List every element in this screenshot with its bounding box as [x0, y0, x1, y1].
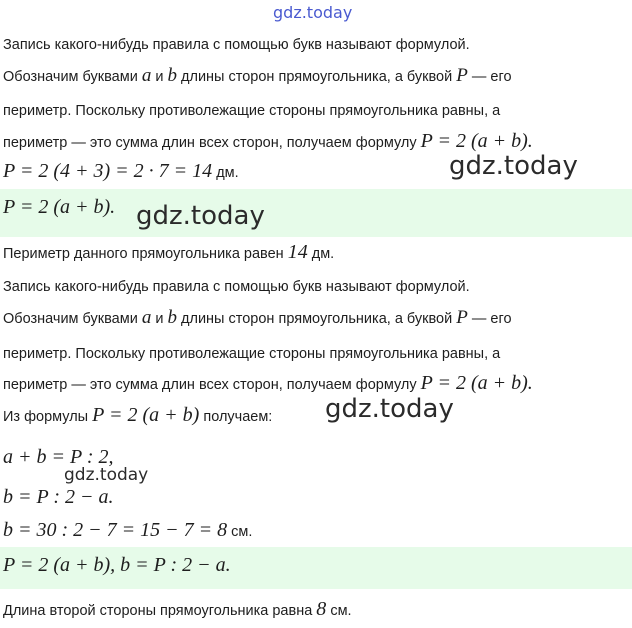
notation-text-c: — его: [471, 69, 512, 85]
watermark-4: gdz.today: [64, 465, 149, 485]
answer-formula-2: P = 2 (a + b), b = P : 2 − a.: [3, 554, 231, 576]
formula-line-2: [3, 374, 533, 394]
calculation-formula: P = 2 (4 + 3) = 2 · 7 = 14: [3, 160, 213, 182]
watermark-1: gdz.today: [449, 151, 578, 181]
var-p: P: [456, 65, 468, 86]
notation-line: [3, 67, 512, 86]
answer-unit-2: см.: [330, 603, 352, 619]
formula-intro-2: периметр — это сумма длин всех сторон, получаем формулу: [3, 377, 417, 393]
var-b: b: [167, 65, 177, 86]
watermark-3: gdz.today: [325, 394, 454, 424]
calculation-unit: дм.: [216, 165, 239, 181]
notation-and: и: [155, 69, 164, 85]
equation-b-unit: см.: [231, 524, 253, 540]
from-formula-line: [3, 406, 272, 426]
notation-text-b: длины сторон прямоугольника, а буквой: [181, 69, 453, 85]
perimeter-formula: P = 2 (a + b).: [420, 130, 533, 152]
notation-line-2: [3, 309, 512, 328]
notation-text-a-2: Обозначим буквами: [3, 311, 138, 327]
var-a: a: [141, 65, 152, 86]
var-a-2: a: [141, 307, 152, 328]
formula-line: [3, 132, 533, 152]
answer-line-1: [3, 243, 334, 263]
notation-text-c-2: — его: [471, 311, 512, 327]
answer-unit-1: дм.: [311, 246, 335, 262]
formula-intro: периметр — это сумма длин всех сторон, получаем формулу: [3, 135, 417, 151]
notation-text-a: Обозначим буквами: [3, 69, 138, 85]
answer-text-2: Длина второй стороны прямоугольника равна: [3, 603, 313, 619]
answer-line-2: [3, 600, 352, 620]
perimeter-text: периметр. Поскольку противолежащие стороны прямоугольника равны, а: [3, 103, 501, 119]
equation-b: b = P : 2 − a.: [3, 486, 114, 508]
from-formula-text-a: Из формулы: [3, 409, 89, 425]
var-p-2: P: [456, 307, 468, 328]
watermark-2: gdz.today: [136, 201, 265, 231]
from-formula-text-b: получаем:: [203, 409, 273, 425]
calculation-line: [3, 162, 239, 182]
answer-value-2: 8: [316, 598, 327, 620]
equation-b-calc-line: [3, 521, 252, 541]
watermark-top: gdz.today: [273, 3, 353, 22]
perimeter-text-2: периметр. Поскольку противолежащие стороны прямоугольника равны, а: [3, 346, 501, 362]
var-b-2: b: [167, 307, 177, 328]
answer-text-1: Периметр данного прямоугольника равен: [3, 246, 284, 262]
equation-sum: a + b = P : 2,: [3, 446, 114, 468]
notation-text-b-2: длины сторон прямоугольника, а буквой: [181, 311, 453, 327]
answer-value-1: 14: [287, 241, 308, 263]
perimeter-formula-2: P = 2 (a + b).: [420, 372, 533, 394]
rule-definition-text-2: Запись какого-нибудь правила с помощью букв называют формулой.: [3, 279, 470, 295]
rule-definition-text: Запись какого-нибудь правила с помощью букв называют формулой.: [3, 37, 470, 53]
notation-and-2: и: [155, 311, 164, 327]
from-formula: P = 2 (a + b): [92, 404, 200, 426]
answer-formula-1: P = 2 (a + b).: [3, 196, 116, 218]
equation-b-calc: b = 30 : 2 − 7 = 15 − 7 = 8: [3, 519, 228, 541]
